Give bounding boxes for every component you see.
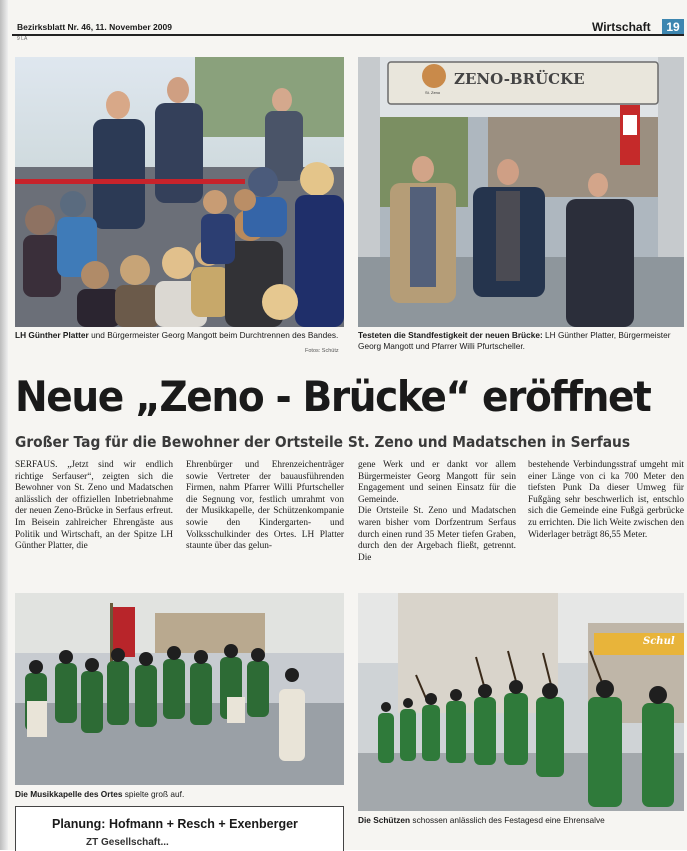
photo-credit: Fotos: Schütz — [305, 348, 339, 354]
bridge-sign: ZENO-BRÜCKE — [454, 70, 585, 88]
shop-sign: Schul — [643, 636, 675, 647]
article-column-4: bestehende Verbindungsstraf umgeht mit einer Länge von ci ka 700 Meter den tiefsten Punk Da dieser Umweg für Fußgäng sehr beschwerlich ist, entschlo sich die Gemeinde eine Fußgä gerbrücke zu errichten. Die lich Weite zwischen den Widerlager beträgt 86,55 Meter. — [528, 460, 684, 540]
page-number: 19 — [662, 19, 684, 35]
bridge-sign-small: St. Zeno — [425, 90, 441, 95]
section-title: Wirtschaft — [592, 20, 651, 34]
ribbon-photo-caption: LH Günther Platter und Bürgermeister Georg Mangott beim Durchtrennen des Bandes. — [15, 330, 339, 340]
schuetzen-photo — [358, 593, 684, 811]
article-subheadline: Großer Tag für die Bewohner der Ortsteile St. Zeno und Madatschen in Serfaus — [15, 433, 631, 451]
article-column-2: Ehrenbürger und Ehrenzeichenträger sowie Vertreter der bauausführenden Firmen, nahm Pfarrer Willi Pfurtscheller die Segnung vor, festlich umrahmt von der Musikkapelle, der Schützenkompanie sowie den Kindergarten- und Volksschulkinder des Ortes. LH Platter staunte über das gelun- — [186, 460, 344, 552]
scan-edge — [0, 0, 8, 850]
bridge-photo-caption: Testeten die Standfestigkeit der neuen Brücke: LH Günther Platter, Bürgermeister Georg Mangott und Pfarrer Willi Pfurtscheller. — [358, 330, 671, 351]
header-rule — [12, 34, 684, 36]
issue-subline: 9 LA — [17, 36, 28, 42]
issue-line: Bezirksblatt Nr. 46, 11. November 2009 — [17, 22, 172, 32]
ribbon-cutting-photo — [15, 57, 344, 327]
planning-ad-subtitle: ZT Gesellschaft... — [86, 837, 169, 848]
article-column-3: gene Werk und er dankt vor allem Bürgermeister Georg Mangott für sein Engagement und seinen Einsatz für die Gemeinde. Die Ortsteile St. Zeno und Madatschen waren bisher vom Dorfzentrum Serfaus durch einen rund 35 Meter tiefen Graben, durch den der Argebach fließt, getrennt. Die — [358, 460, 516, 563]
article-headline: Neue „Zeno - Brücke“ eröffnet — [15, 372, 651, 421]
planning-ad-title: Planung: Hofmann + Resch + Exenberger — [52, 817, 298, 831]
band-photo-caption: Die Musikkapelle des Ortes spielte groß auf. — [15, 789, 185, 799]
article-column-1: SERFAUS. „Jetzt sind wir endlich richtige Serfauser“, zeigten sich die Bewohner von St. Zeno und Madatschen anlässlich der offiziellen Inbetriebnahme der neuen Zeno-Brücke in Serfaus erfreut. Im Beisein zahlreicher Ehrengäste aus Politik und Wirtschaft, an der Spitze LH Günther Platter, die — [15, 460, 173, 552]
band-photo — [15, 593, 344, 785]
schuetzen-photo-caption: Die Schützen schossen anlässlich des Festagesd eine Ehrensalve — [358, 815, 605, 825]
planning-ad-box — [15, 806, 344, 851]
bridge-photo — [358, 57, 684, 327]
